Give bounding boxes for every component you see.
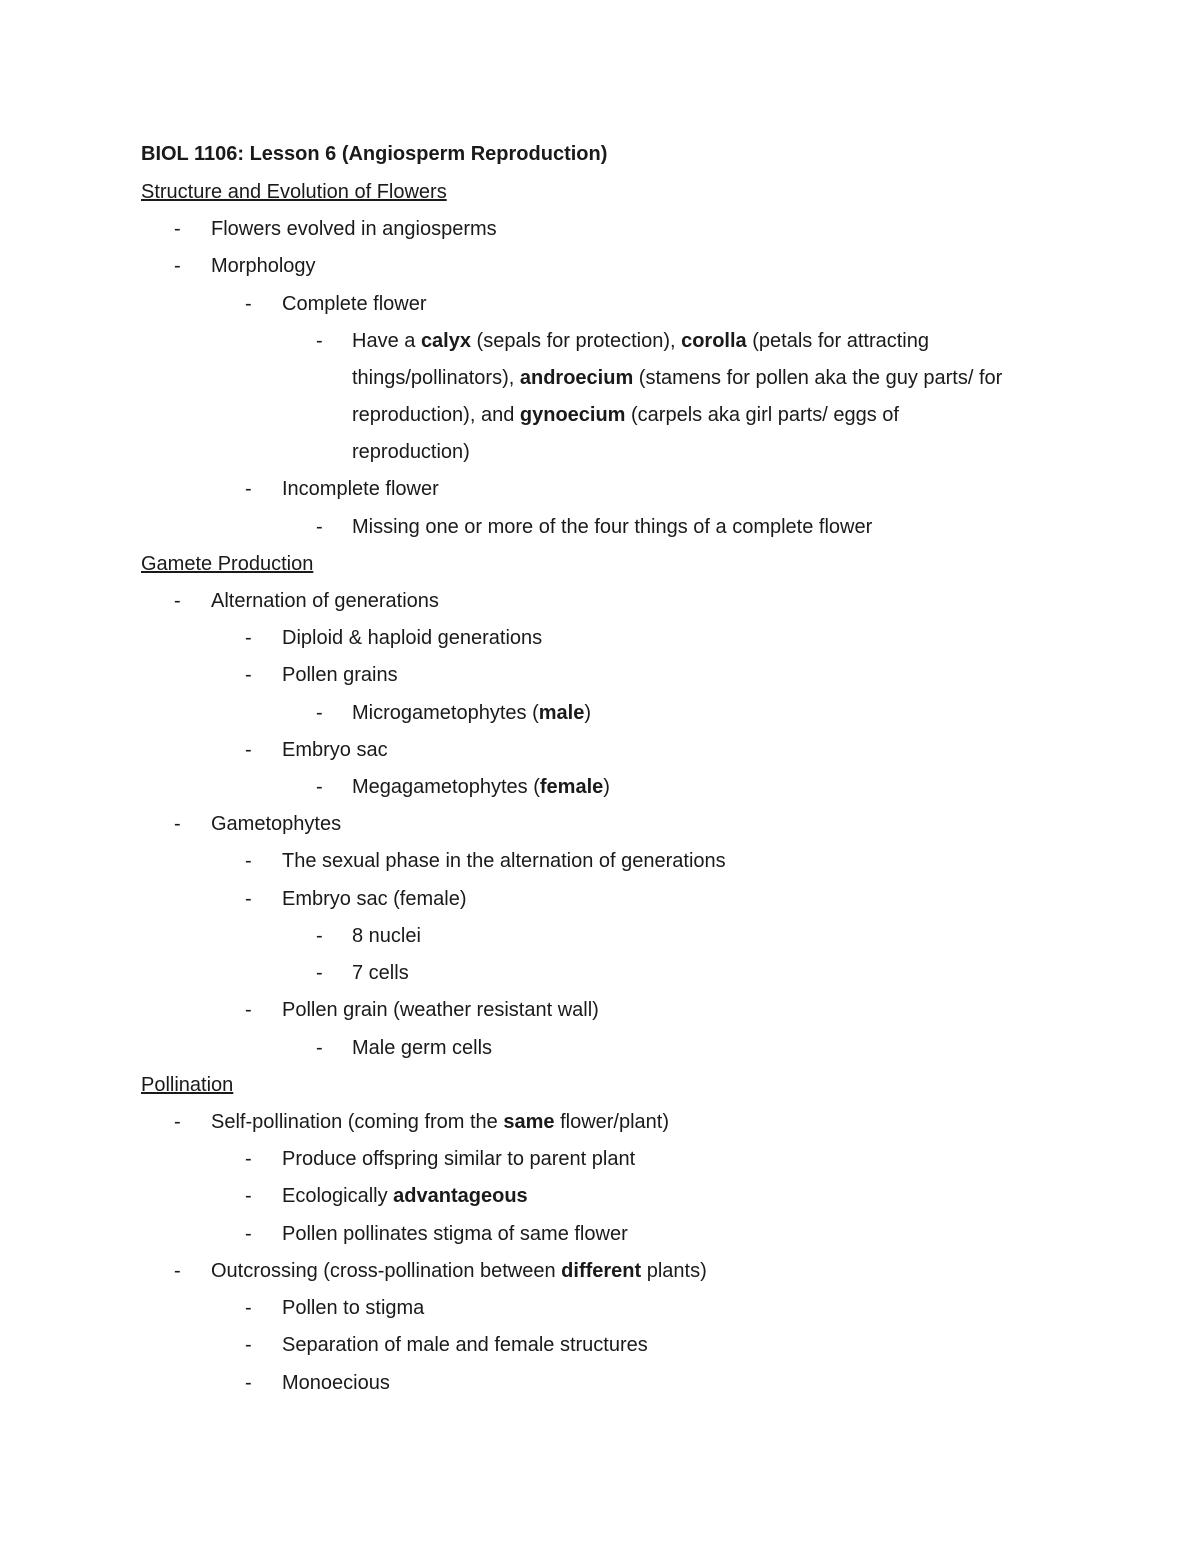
list-item bbox=[0, 477, 1200, 501]
bullet-dash: - bbox=[245, 850, 252, 872]
list-item-text: Monoecious bbox=[282, 1372, 390, 1394]
list-item bbox=[0, 849, 1200, 873]
list-item bbox=[0, 1147, 1200, 1171]
list-item bbox=[0, 254, 1200, 278]
list-item bbox=[0, 1036, 1200, 1060]
bullet-dash: - bbox=[174, 1260, 181, 1282]
list-item-text: Outcrossing (cross-pollination between different plants) bbox=[211, 1260, 707, 1282]
list-item bbox=[0, 329, 1200, 353]
bullet-dash: - bbox=[174, 590, 181, 612]
list-item-text: Gametophytes bbox=[211, 813, 342, 835]
bullet-dash: - bbox=[245, 1223, 252, 1245]
list-item-text: Pollen pollinates stigma of same flower bbox=[282, 1223, 628, 1245]
list-item-text: Incomplete flower bbox=[282, 478, 439, 500]
list-item-text: Missing one or more of the four things of a complete flower bbox=[352, 516, 873, 538]
list-item-text: Male germ cells bbox=[352, 1037, 493, 1059]
bullet-dash: - bbox=[245, 1148, 252, 1170]
bullet-dash: - bbox=[316, 702, 323, 724]
list-item bbox=[0, 812, 1200, 836]
list-item-continuation bbox=[0, 366, 1200, 390]
list-item bbox=[0, 961, 1200, 985]
list-item bbox=[0, 1371, 1200, 1395]
bullet-dash: - bbox=[245, 999, 252, 1021]
list-item-text: Alternation of generations bbox=[211, 590, 439, 612]
list-item-text: Produce offspring similar to parent plant bbox=[282, 1148, 636, 1170]
bullet-dash: - bbox=[245, 1334, 252, 1356]
bullet-dash: - bbox=[245, 1297, 252, 1319]
list-item bbox=[0, 887, 1200, 911]
bullet-dash: - bbox=[316, 776, 323, 798]
list-item bbox=[0, 775, 1200, 799]
bullet-dash: - bbox=[245, 1185, 252, 1207]
list-item-text: reproduction) bbox=[352, 441, 470, 463]
list-item-text: Pollen grains bbox=[282, 664, 398, 686]
list-item-text: 7 cells bbox=[352, 962, 409, 984]
list-item-text: The sexual phase in the alternation of generations bbox=[282, 850, 726, 872]
list-item bbox=[0, 292, 1200, 316]
bullet-dash: - bbox=[316, 925, 323, 947]
list-item-text: Pollen to stigma bbox=[282, 1297, 425, 1319]
list-item-text: Complete flower bbox=[282, 293, 427, 315]
list-item bbox=[0, 701, 1200, 725]
list-item-text: Diploid & haploid generations bbox=[282, 627, 543, 649]
list-item bbox=[0, 1333, 1200, 1357]
list-item bbox=[0, 589, 1200, 613]
list-item-text: Self-pollination (coming from the same flower/plant) bbox=[211, 1111, 670, 1133]
list-item-text: Microgametophytes (male) bbox=[352, 702, 592, 724]
bullet-dash: - bbox=[316, 516, 323, 538]
list-item bbox=[0, 924, 1200, 948]
bullet-dash: - bbox=[245, 1372, 252, 1394]
list-item-text: Have a calyx (sepals for protection), corolla (petals for attracting bbox=[352, 330, 929, 352]
section-heading-gametes: Gamete Production bbox=[141, 553, 314, 575]
list-item bbox=[0, 998, 1200, 1022]
list-item bbox=[0, 1259, 1200, 1283]
list-item-text: Pollen grain (weather resistant wall) bbox=[282, 999, 599, 1021]
bullet-dash: - bbox=[174, 813, 181, 835]
list-item-text: Embryo sac (female) bbox=[282, 888, 467, 910]
bullet-dash: - bbox=[174, 218, 181, 240]
bullet-dash: - bbox=[316, 962, 323, 984]
list-item-text: Flowers evolved in angiosperms bbox=[211, 218, 497, 240]
list-item bbox=[0, 1184, 1200, 1208]
bullet-dash: - bbox=[245, 478, 252, 500]
bullet-dash: - bbox=[245, 664, 252, 686]
bullet-dash: - bbox=[245, 739, 252, 761]
list-item bbox=[0, 626, 1200, 650]
bullet-dash: - bbox=[245, 627, 252, 649]
list-item bbox=[0, 738, 1200, 762]
list-item bbox=[0, 1222, 1200, 1246]
bullet-dash: - bbox=[316, 1037, 323, 1059]
list-item-text: reproduction), and gynoecium (carpels aka girl parts/ eggs of bbox=[352, 404, 899, 426]
list-item bbox=[0, 663, 1200, 687]
list-item bbox=[0, 515, 1200, 539]
list-item-text: Separation of male and female structures bbox=[282, 1334, 648, 1356]
bullet-dash: - bbox=[245, 293, 252, 315]
list-item-text: Embryo sac bbox=[282, 739, 388, 761]
list-item-text: things/pollinators), androecium (stamens for pollen aka the guy parts/ for bbox=[352, 367, 1003, 389]
list-item-text: Ecologically advantageous bbox=[282, 1185, 528, 1207]
list-item-text: 8 nuclei bbox=[352, 925, 421, 947]
list-item bbox=[0, 1110, 1200, 1134]
bullet-dash: - bbox=[174, 1111, 181, 1133]
list-item-text: Morphology bbox=[211, 255, 316, 277]
list-item-continuation bbox=[0, 403, 1200, 427]
list-item-text: Megagametophytes (female) bbox=[352, 776, 610, 798]
list-item-continuation bbox=[0, 440, 1200, 464]
bullet-dash: - bbox=[245, 888, 252, 910]
section-heading-pollination: Pollination bbox=[141, 1074, 234, 1096]
document-title: BIOL 1106: Lesson 6 (Angiosperm Reproduction) bbox=[141, 143, 608, 165]
bullet-dash: - bbox=[316, 330, 323, 352]
bullet-dash: - bbox=[174, 255, 181, 277]
list-item bbox=[0, 1296, 1200, 1320]
list-item bbox=[0, 217, 1200, 241]
section-heading-flowers: Structure and Evolution of Flowers bbox=[141, 181, 447, 203]
